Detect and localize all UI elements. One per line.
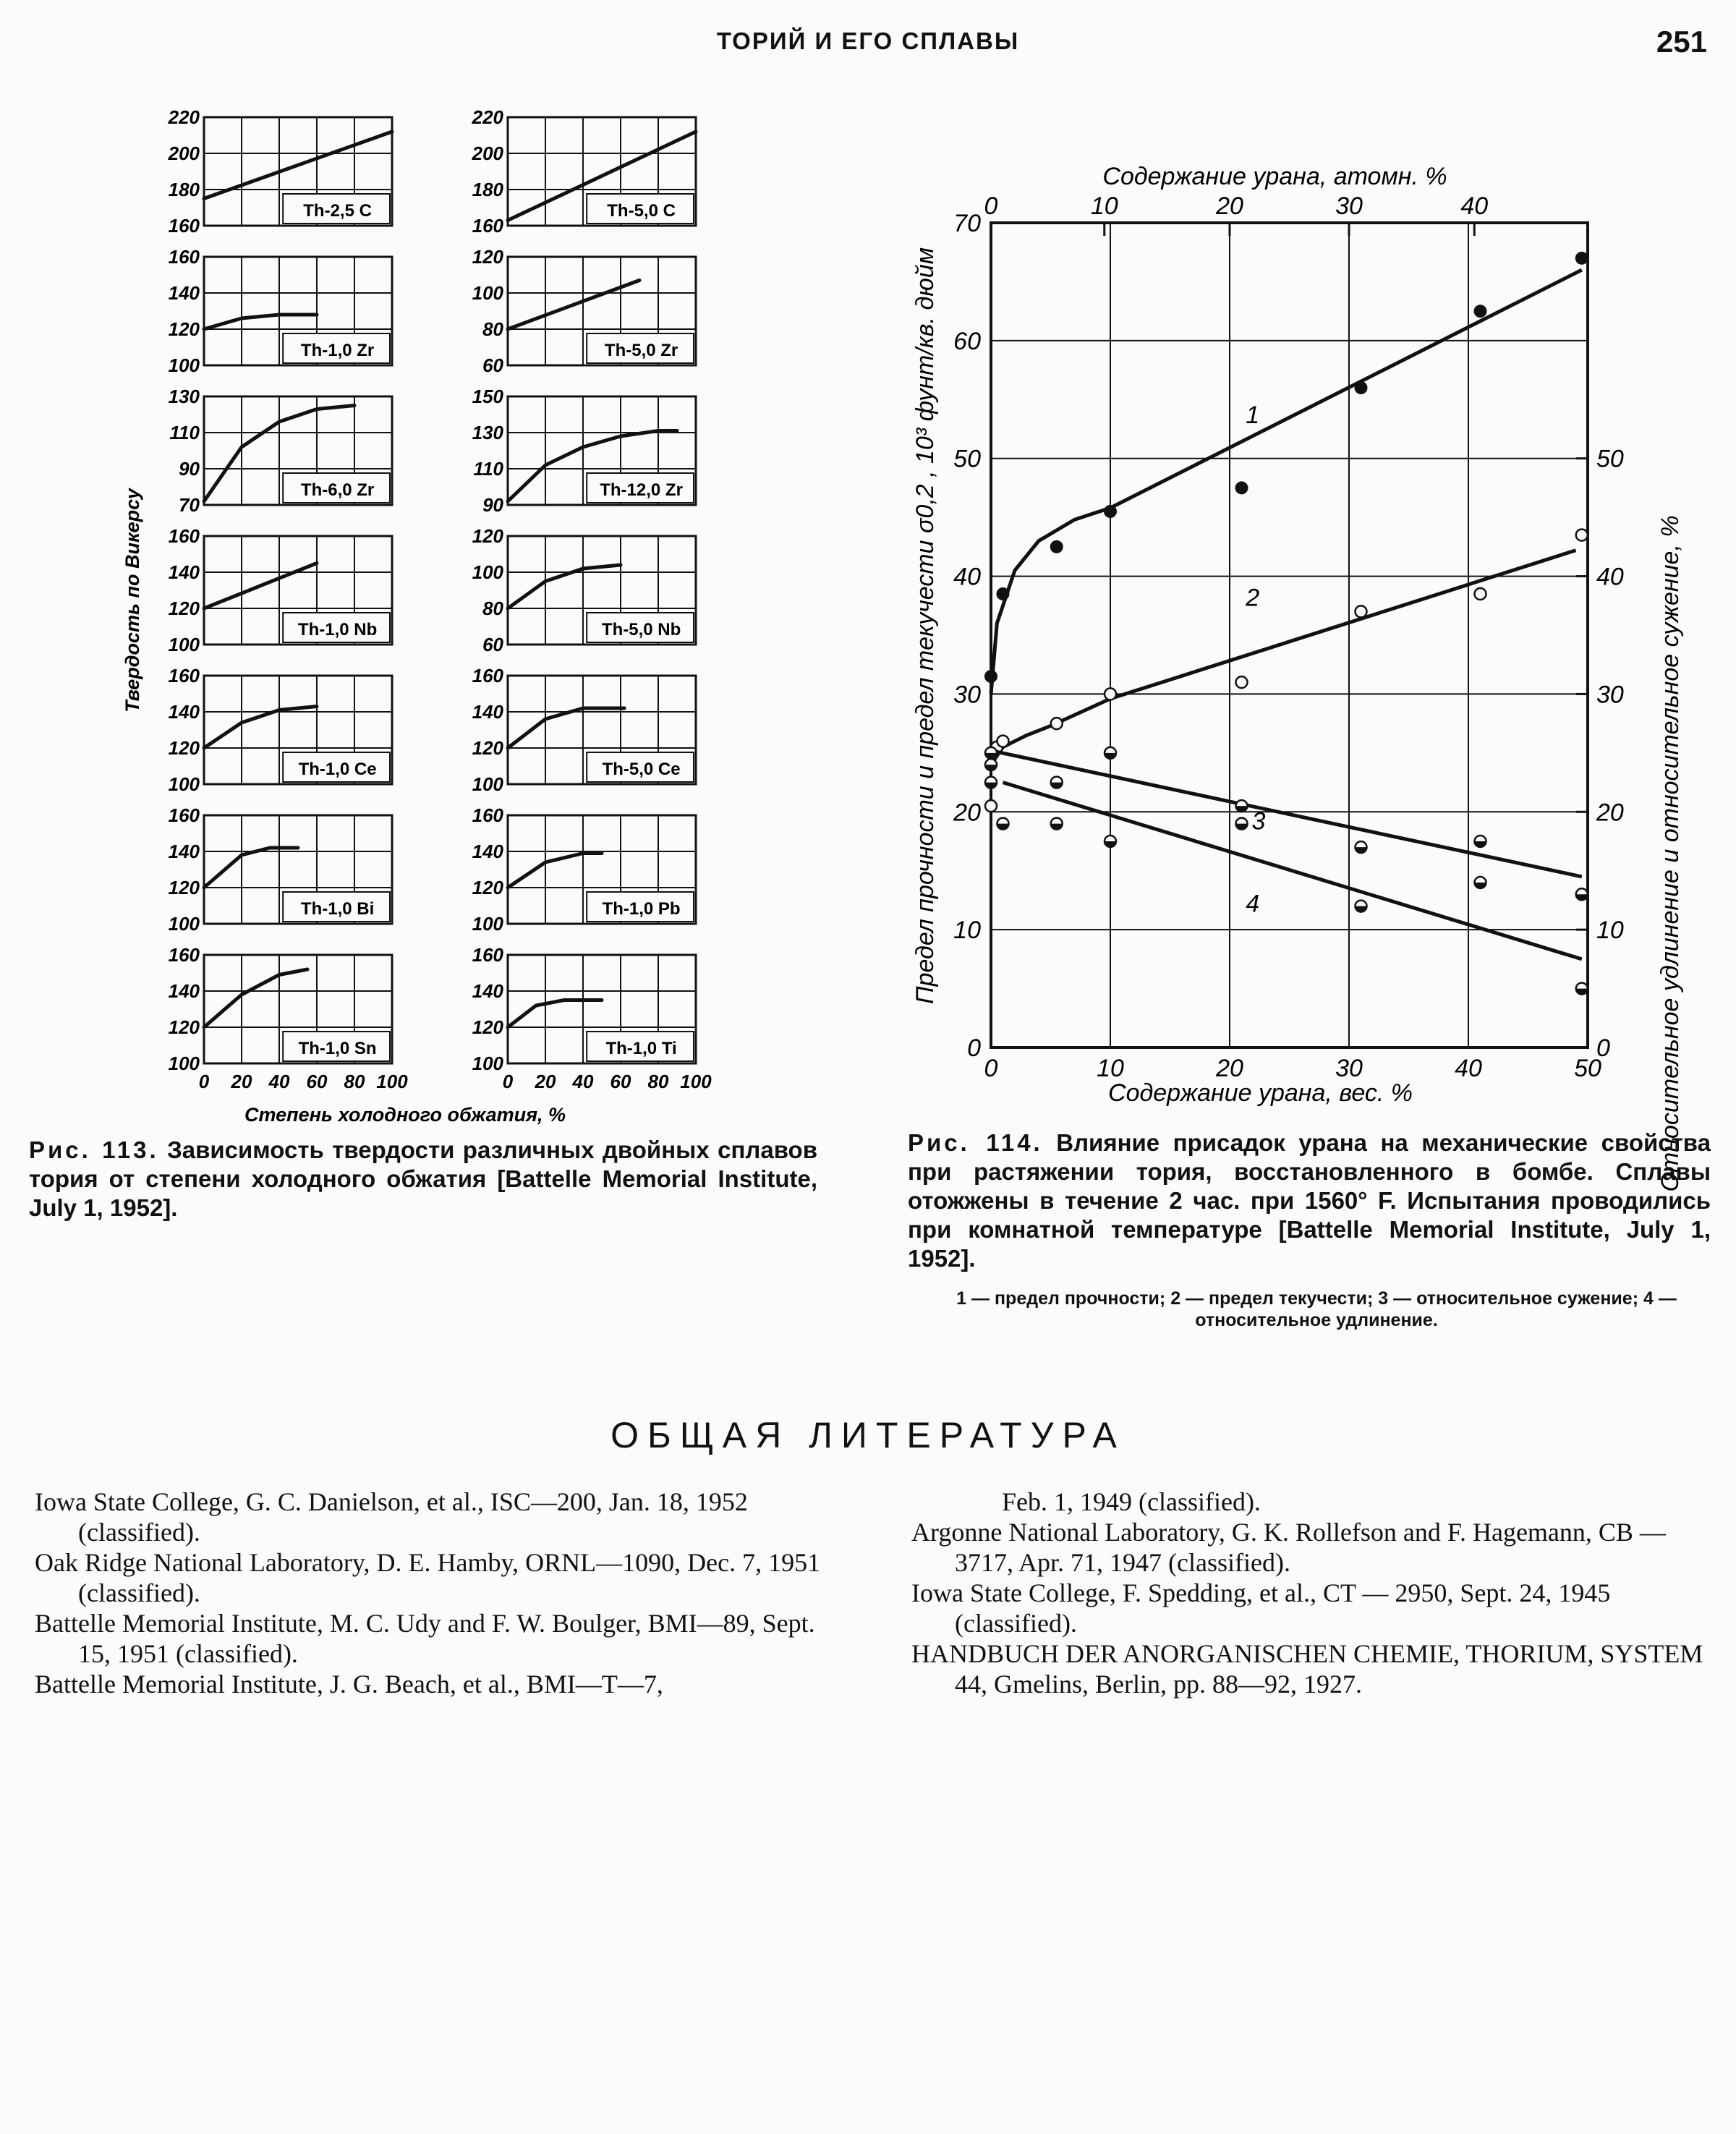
series-1-point	[1050, 540, 1063, 553]
right-y-tick-label: 20	[1596, 799, 1624, 827]
x-tick-label: 20	[231, 1071, 252, 1092]
panel-y-tick: 120	[168, 877, 200, 898]
left-y-tick-label: 10	[953, 917, 981, 945]
figure-114-caption	[908, 1128, 1711, 1273]
panel-y-tick: 120	[472, 737, 503, 759]
series-1-point	[1355, 381, 1368, 394]
panel-y-tick: 220	[168, 106, 200, 128]
right-y-tick-label: 30	[1596, 681, 1624, 709]
top-x-tick-label: 40	[1460, 192, 1489, 220]
figure-113	[122, 106, 712, 1126]
series-2-fit-line	[991, 550, 1576, 765]
series-4-fit-line	[1003, 783, 1582, 959]
series-2-point	[1576, 530, 1588, 541]
bottom-x-tick-label: 0	[984, 1055, 998, 1082]
bottom-x-tick-label: 30	[1335, 1055, 1363, 1082]
panel-y-tick: 70	[179, 494, 200, 516]
figure-114-caption-lead: Рис. 114.	[908, 1129, 1043, 1156]
x-tick-label: 80	[647, 1071, 669, 1092]
panel-label: Th-1,0 Nb	[297, 620, 378, 639]
x-tick-label: 0	[198, 1071, 210, 1092]
panel-y-tick: 140	[168, 701, 200, 723]
x-tick-label: 20	[535, 1071, 556, 1092]
hardness-curve	[508, 281, 639, 330]
panel-label: Th-2,5 C	[303, 201, 372, 221]
panel-y-tick: 140	[472, 841, 503, 862]
panel-label: Th-6,0 Zr	[300, 480, 375, 500]
series-1-point	[1235, 481, 1248, 494]
panel-y-tick: 100	[472, 282, 503, 304]
panel-y-tick: 180	[472, 179, 503, 200]
panel-y-tick: 120	[472, 246, 503, 268]
panel-y-tick: 110	[169, 422, 200, 443]
references-left-column	[35, 1487, 834, 1699]
panel-y-tick: 60	[482, 634, 503, 655]
right-y-tick-label: 50	[1596, 445, 1624, 473]
panel-label: Th-5,0 Ce	[602, 760, 681, 779]
left-y-tick-label: 50	[953, 445, 981, 473]
panel-y-tick: 130	[168, 386, 200, 407]
panel-label: Th-12,0 Zr	[600, 480, 683, 500]
panel-y-tick: 130	[472, 422, 503, 443]
panel-y-tick: 150	[472, 386, 503, 407]
right-y-tick-label: 10	[1596, 917, 1624, 945]
panel-y-tick: 120	[472, 877, 503, 898]
hardness-curve	[204, 848, 298, 888]
panel-y-tick: 200	[168, 143, 200, 164]
panel-label: Th-1,0 Bi	[300, 899, 375, 919]
panel-label: Th-1,0 Zr	[300, 341, 375, 360]
curve-label: 3	[1251, 807, 1266, 836]
panel-label: Th-1,0 Sn	[298, 1039, 377, 1058]
series-3-fit-line	[991, 751, 1582, 877]
panel-y-tick: 100	[472, 1053, 503, 1074]
series-1-fit-line	[991, 270, 1582, 694]
panel-y-tick: 120	[472, 525, 503, 547]
reference-item: Feb. 1, 1949 (classified).	[1002, 1487, 1261, 1516]
plot-frame	[991, 223, 1588, 1047]
hardness-curve	[204, 132, 392, 199]
panel-y-tick: 160	[168, 665, 200, 686]
series-1-point	[1575, 252, 1588, 265]
curve-label: 2	[1246, 584, 1260, 612]
panel-y-tick: 160	[168, 215, 200, 237]
panel-y-tick: 120	[168, 598, 200, 619]
panel-y-tick: 120	[168, 1016, 200, 1038]
panel-y-tick: 120	[472, 1016, 503, 1038]
panel-y-tick: 160	[168, 525, 200, 547]
panel-y-tick: 80	[482, 318, 503, 340]
panel-y-tick: 160	[472, 804, 503, 826]
reference-item: Oak Ridge National Laboratory, D. E. Hamby, ORNL—1090, Dec. 7, 1951 (classified).	[35, 1548, 821, 1607]
reference-item: Iowa State College, F. Spedding, et al., CT — 2950, Sept. 24, 1945 (classified).	[911, 1578, 1611, 1638]
x-tick-label: 40	[572, 1071, 594, 1092]
x-tick-label: 80	[344, 1071, 365, 1092]
panel-y-tick: 140	[472, 980, 503, 1002]
panel-y-tick: 100	[472, 913, 503, 935]
left-y-tick-label: 20	[953, 799, 981, 827]
panel-y-tick: 160	[168, 804, 200, 826]
series-2-point	[1475, 588, 1486, 600]
series-2-point	[997, 736, 1009, 747]
panel-y-tick: 100	[472, 561, 503, 583]
panel-label: Th-1,0 Ce	[298, 760, 377, 779]
top-x-axis-title: Содержание урана, атомн. %	[1102, 163, 1447, 190]
panel-y-tick: 120	[168, 318, 200, 340]
x-tick-label: 100	[376, 1071, 408, 1092]
panel-label: Th-5,0 C	[607, 201, 676, 221]
x-axis-title: Степень холодного обжатия, %	[244, 1104, 566, 1126]
panel-y-tick: 100	[168, 634, 200, 655]
figure-113-caption-text: Зависимость твердости различных двойных сплавов тория от степени холодного обжатия [Battelle Memorial Institute, July 1, 1952].	[29, 1136, 817, 1221]
y-axis-title: Твердость по Викерсу	[122, 488, 143, 713]
hardness-curve	[508, 854, 602, 888]
panel-y-tick: 90	[179, 458, 200, 480]
panel-y-tick: 160	[168, 246, 200, 268]
running-header: ТОРИЙ И ЕГО СПЛАВЫ	[716, 27, 1020, 54]
panel-y-tick: 100	[472, 773, 503, 795]
panel-y-tick: 120	[168, 737, 200, 759]
reference-item: HANDBUCH DER ANORGANISCHEN CHEMIE, THORIUM, SYSTEM 44, Gmelins, Berlin, pp. 88—92, 1927.	[911, 1639, 1703, 1699]
panel-label: Th-1,0 Pb	[602, 899, 681, 919]
hardness-curve	[204, 969, 307, 1027]
page-number: 251	[1656, 25, 1707, 59]
panel-label: Th-5,0 Zr	[604, 341, 678, 360]
panel-y-tick: 100	[168, 1053, 200, 1074]
bottom-x-tick-label: 20	[1216, 1055, 1243, 1082]
panel-y-tick: 100	[168, 354, 200, 376]
panel-y-tick: 220	[472, 106, 503, 128]
hardness-curve	[204, 707, 317, 749]
left-y-tick-label: 40	[953, 563, 981, 591]
reference-item: Argonne National Laboratory, G. K. Rollefson and F. Hagemann, CB — 3717, Apr. 71, 1947 (classified).	[911, 1518, 1666, 1577]
panel-y-tick: 140	[168, 980, 200, 1002]
top-x-tick-label: 30	[1335, 192, 1363, 220]
panel-y-tick: 160	[472, 944, 503, 966]
panel-y-tick: 140	[472, 701, 503, 723]
bottom-x-tick-label: 10	[1097, 1055, 1124, 1082]
x-tick-label: 100	[680, 1071, 712, 1092]
hardness-curve	[508, 1000, 602, 1028]
panel-y-tick: 60	[482, 354, 503, 376]
curve-label: 1	[1246, 401, 1260, 429]
x-tick-label: 40	[268, 1071, 290, 1092]
series-2-point	[1356, 605, 1367, 617]
series-1-point	[984, 670, 997, 683]
reference-item: Battelle Memorial Institute, J. G. Beach, et al., BMI—T—7,	[35, 1670, 663, 1699]
left-y-axis-title: Предел прочности и предел текучести σ0,2 , 10³ фунт/кв. дюйм	[911, 247, 939, 1005]
bottom-x-tick-label: 50	[1574, 1055, 1601, 1082]
figure-114-caption-text: Влияние присадок урана на механические свойства при растяжении тория, восстановленного в бомбе. Сплавы отожжены в течение 2 час. при 1560° F. Испытания проводились при комнатной температуре [Battelle Memorial Institute, July 1, 1952].	[908, 1129, 1711, 1272]
reference-item: Battelle Memorial Institute, M. C. Udy and F. W. Boulger, BMI—89, Sept. 15, 1951 (classified).	[35, 1609, 815, 1668]
series-2-point	[1236, 676, 1248, 688]
panel-label: Th-5,0 Nb	[601, 620, 681, 639]
top-x-tick-label: 10	[1090, 192, 1118, 220]
figure-113-caption	[29, 1136, 817, 1223]
panel-y-tick: 140	[168, 841, 200, 862]
panel-y-tick: 160	[472, 665, 503, 686]
panel-y-tick: 110	[473, 458, 503, 480]
right-y-tick-label: 40	[1596, 563, 1624, 591]
figure-113-caption-lead: Рис. 113.	[29, 1136, 159, 1163]
panel-y-tick: 80	[482, 598, 503, 619]
references-right-column	[911, 1487, 1707, 1699]
figure-114	[911, 163, 1684, 1192]
right-y-tick-label: 0	[1596, 1034, 1610, 1062]
series-1-point	[997, 587, 1010, 600]
bottom-x-axis-title: Содержание урана, вес. %	[1108, 1079, 1413, 1107]
x-tick-label: 60	[610, 1071, 631, 1092]
left-y-tick-label: 0	[967, 1034, 981, 1062]
panel-y-tick: 140	[168, 282, 200, 304]
left-y-tick-label: 70	[953, 210, 981, 237]
section-title: ОБЩАЯ ЛИТЕРАТУРА	[610, 1415, 1126, 1455]
series-2-point	[1105, 688, 1116, 700]
panel-y-tick: 140	[168, 561, 200, 583]
hardness-curve	[508, 708, 624, 748]
figure-114-legend: 1 — предел прочности; 2 — предел текучести; 3 — относительное сужение; 4 — относительное удлинение.	[956, 1288, 1677, 1330]
panel-y-tick: 200	[472, 143, 503, 164]
series-2-point	[985, 800, 997, 812]
hardness-curve	[204, 564, 317, 609]
series-1-point	[1104, 505, 1117, 518]
series-2-point	[1051, 718, 1063, 729]
series-1-point	[1474, 305, 1487, 318]
bottom-x-tick-label: 40	[1455, 1055, 1482, 1082]
hardness-curve	[204, 315, 317, 329]
right-y-axis-title: Относительное удлинение и относительное сужение, %	[1656, 515, 1684, 1192]
panel-y-tick: 160	[168, 944, 200, 966]
reference-item: Iowa State College, G. C. Danielson, et al., ISC—200, Jan. 18, 1952 (classified).	[35, 1487, 748, 1547]
panel-y-tick: 100	[168, 913, 200, 935]
top-x-tick-label: 0	[984, 192, 998, 220]
panel-y-tick: 100	[168, 773, 200, 795]
curve-label: 4	[1246, 890, 1260, 918]
left-y-tick-label: 60	[953, 327, 981, 355]
panel-label: Th-1,0 Ti	[605, 1039, 677, 1058]
x-tick-label: 60	[306, 1071, 328, 1092]
panel-y-tick: 160	[472, 215, 503, 237]
x-tick-label: 0	[502, 1071, 514, 1092]
panel-y-tick: 90	[482, 494, 503, 516]
panel-y-tick: 180	[168, 179, 200, 200]
left-y-tick-label: 30	[953, 681, 981, 709]
top-x-tick-label: 20	[1216, 192, 1243, 220]
